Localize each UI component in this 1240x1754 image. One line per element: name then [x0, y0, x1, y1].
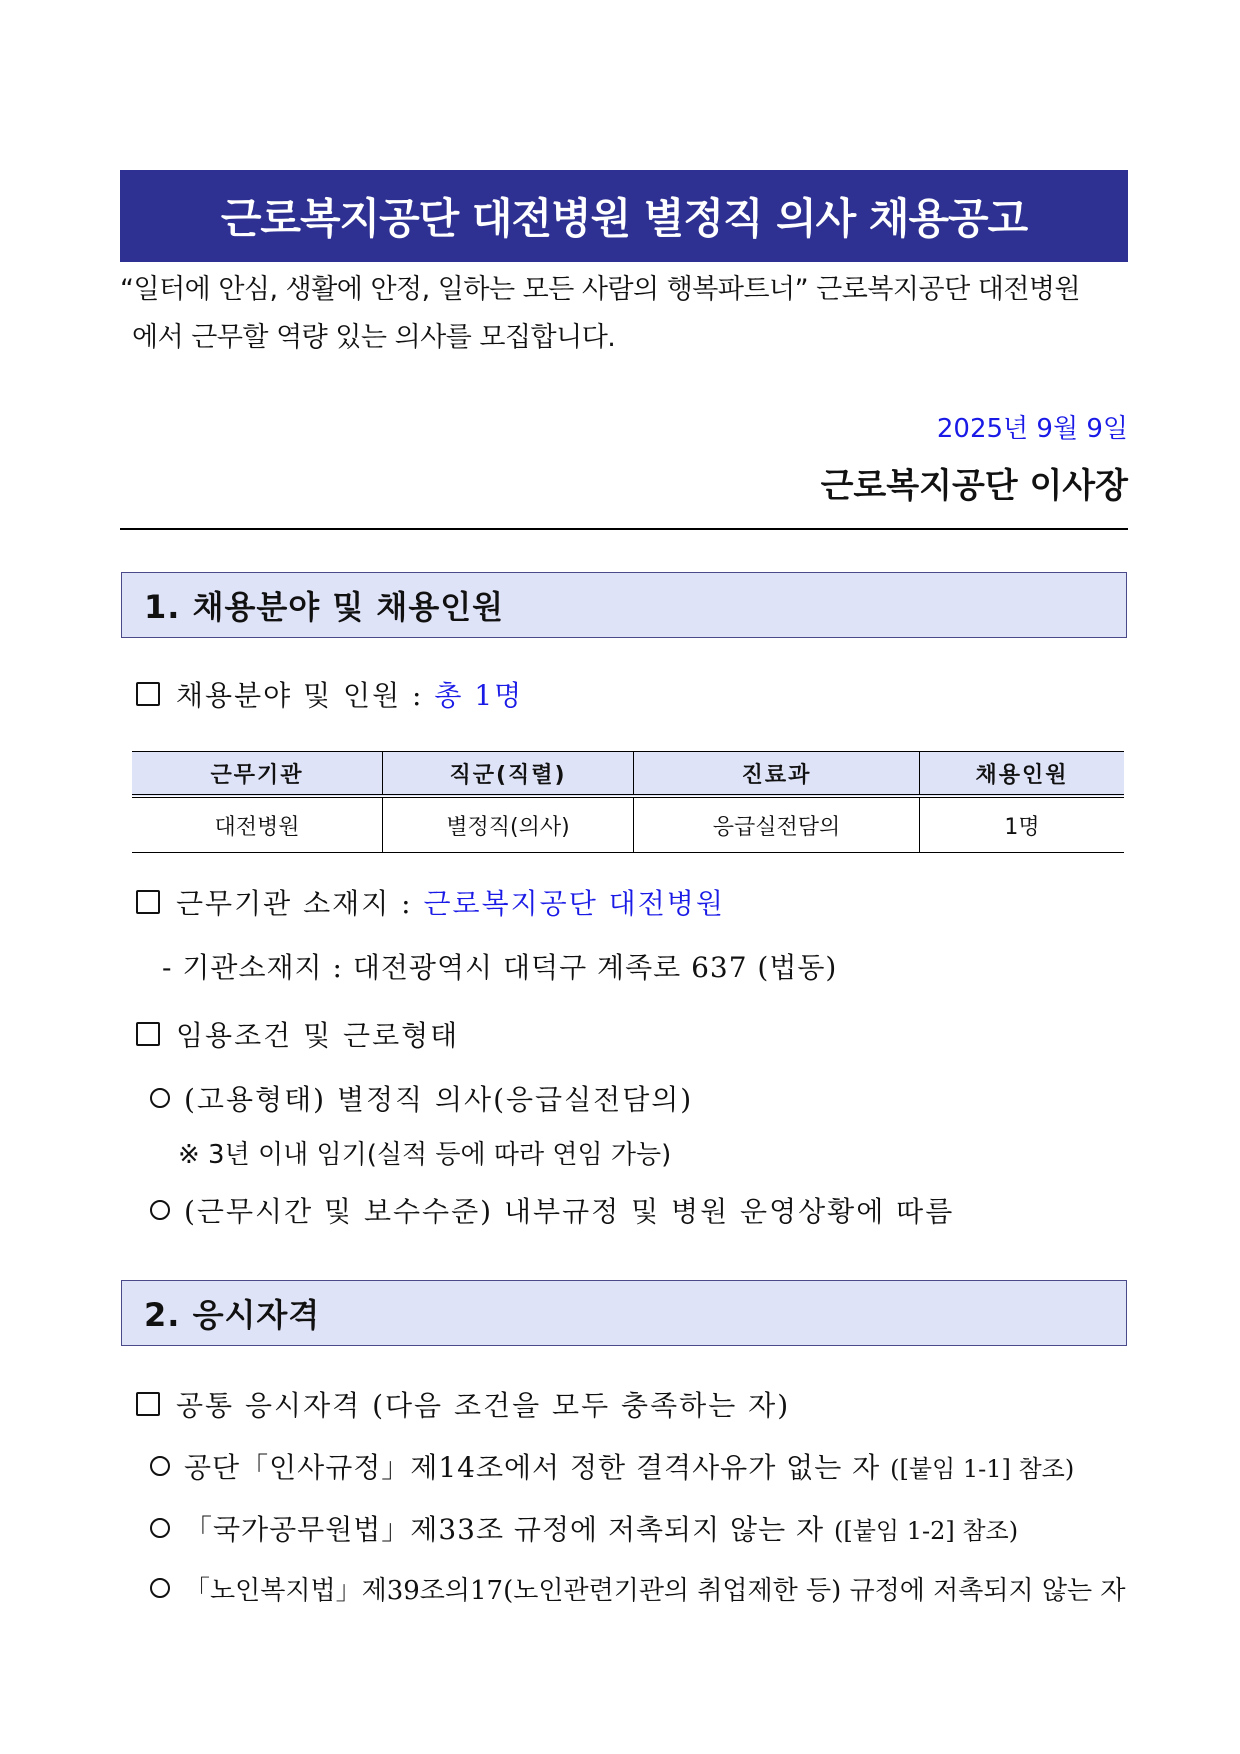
recruitment-count: 총 1명 — [434, 679, 524, 712]
qualification-item-1 — [150, 1446, 1074, 1486]
qualification-item-1-text: 공단「인사규정」제14조에서 정한 결격사유가 없는 자 — [184, 1451, 891, 1484]
qualification-item-2-ref: ([붙임 1-2] 참조) — [834, 1517, 1019, 1545]
terms-heading — [136, 1014, 459, 1054]
issuer-name: 근로복지공단 이사장 — [820, 466, 1128, 506]
section-header-recruitment: 1. 채용분야 및 채용인원 — [121, 572, 1127, 638]
circle-bullet-icon — [150, 1578, 170, 1598]
work-location-value: 근로복지공단 대전병원 — [423, 887, 725, 920]
circle-bullet-icon — [150, 1088, 170, 1108]
table-cell: 1명 — [920, 796, 1125, 853]
checkbox-square-icon — [136, 1392, 160, 1416]
qualification-item-3 — [150, 1570, 1126, 1607]
terms-item-1 — [150, 1078, 693, 1118]
recruitment-field-label: 채용분야 및 인원 : — [176, 679, 435, 712]
table-row — [132, 796, 1124, 853]
table-header-cell: 채용인원 — [920, 752, 1125, 797]
terms-item-1-text: (고용형태) 별정직 의사(응급실전담의) — [184, 1083, 694, 1116]
table-cell: 응급실전담의 — [634, 796, 920, 853]
common-qualification-heading — [136, 1384, 790, 1424]
terms-item-2-text: (근무시간 및 보수수준) 내부규정 및 병원 운영상황에 따름 — [184, 1195, 955, 1228]
recruitment-table — [132, 751, 1124, 853]
qualification-item-1-ref: ([붙임 1-1] 참조) — [890, 1455, 1075, 1483]
checkbox-square-icon — [136, 682, 160, 706]
announcement-date: 2025년 9월 9일 — [936, 414, 1128, 444]
terms-note: ※ 3년 이내 임기(실적 등에 따라 연임 가능) — [178, 1140, 672, 1170]
checkbox-square-icon — [136, 1022, 160, 1046]
table-cell: 대전병원 — [132, 796, 383, 853]
recruitment-field-line — [136, 674, 523, 714]
page-title: 근로복지공단 대전병원 별정직 의사 채용공고 — [120, 170, 1128, 262]
intro-line-1: “일터에 안심, 생활에 안정, 일하는 모든 사람의 행복파트너” 근로복지공단 대전병원 — [120, 274, 1081, 305]
table-header-cell: 근무기관 — [132, 752, 383, 797]
table-header-cell: 직군(직렬) — [383, 752, 634, 797]
terms-item-2 — [150, 1190, 954, 1230]
address-line: - 기관소재지 : 대전광역시 대덕구 계족로 637 (법동) — [162, 951, 838, 984]
table-cell: 별정직(의사) — [383, 796, 634, 853]
qualification-item-2 — [150, 1508, 1018, 1548]
intro-paragraph — [120, 266, 1128, 362]
common-qualification-text: 공통 응시자격 (다음 조건을 모두 충족하는 자) — [176, 1389, 791, 1422]
work-location-line — [136, 882, 725, 922]
intro-line-2: 에서 근무할 역량 있는 의사를 모집합니다. — [132, 322, 616, 353]
qualification-item-2-text: 「국가공무원법」제33조 규정에 저촉되지 않는 자 — [184, 1513, 834, 1546]
circle-bullet-icon — [150, 1518, 170, 1538]
terms-heading-text: 임용조건 및 근로형태 — [176, 1019, 460, 1052]
work-location-label: 근무기관 소재지 : — [176, 887, 424, 920]
divider — [120, 528, 1128, 530]
checkbox-square-icon — [136, 890, 160, 914]
circle-bullet-icon — [150, 1200, 170, 1220]
table-header-cell: 진료과 — [634, 752, 920, 797]
qualification-item-3-text: 「노인복지법」제39조의17(노인관련기관의 취업제한 등) 규정에 저촉되지 않는 자 — [184, 1576, 1126, 1606]
section-header-qualification: 2. 응시자격 — [121, 1280, 1127, 1346]
table-header-row — [132, 752, 1124, 797]
circle-bullet-icon — [150, 1456, 170, 1476]
